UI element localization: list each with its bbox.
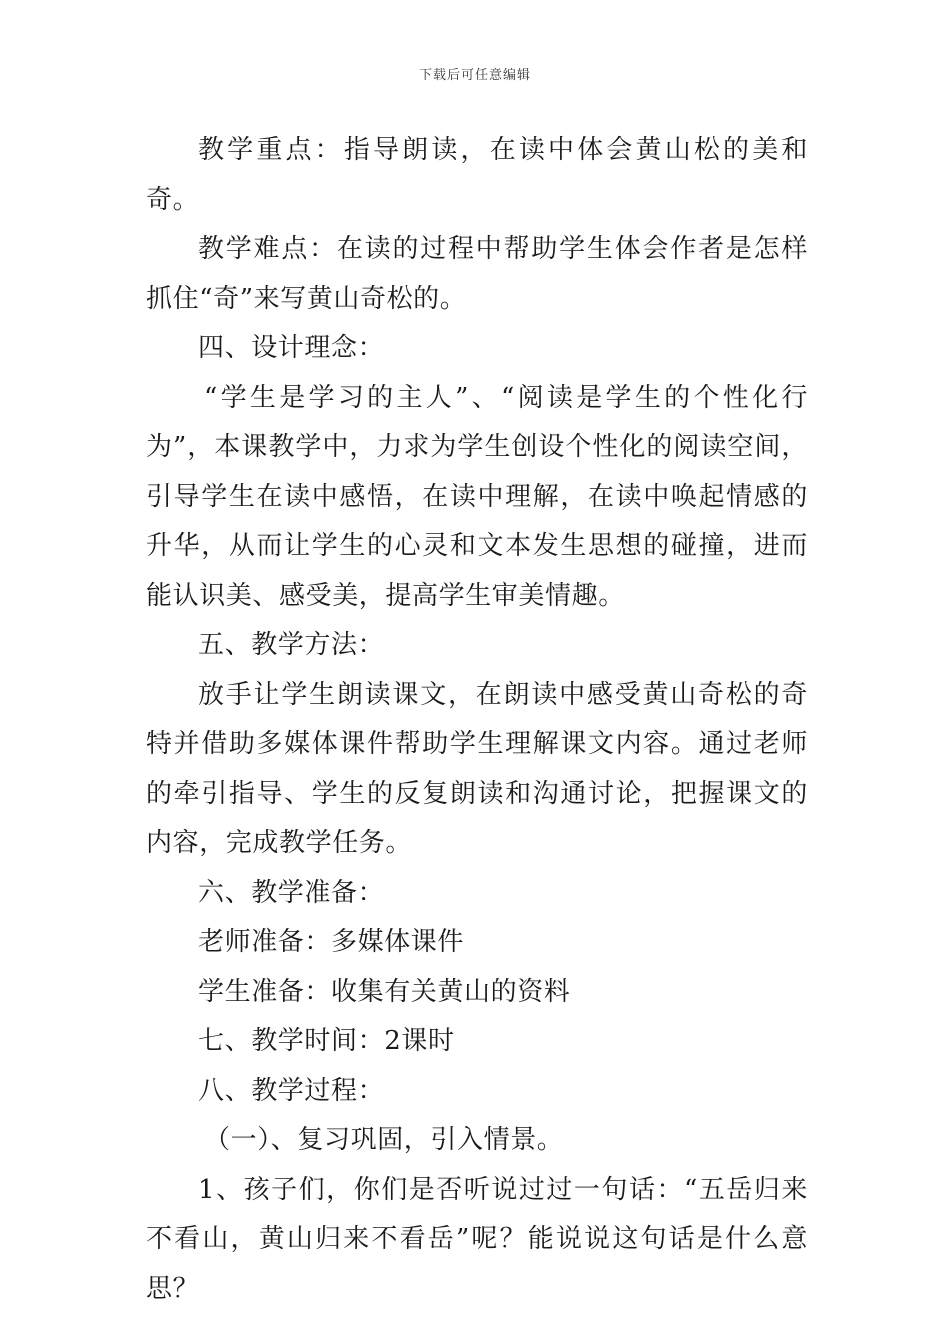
- heading-teaching-process: 八、教学过程：: [198, 1075, 385, 1106]
- paragraph-student-preparation: 学生准备：收集有关黄山的资料: [198, 976, 571, 1007]
- heading-teaching-preparation: 六、教学准备：: [198, 877, 385, 908]
- heading-teaching-time: 七、教学时间：2课时: [198, 1026, 455, 1056]
- paragraph-question-one: 1、孩子们，你们是否听说过过一句话：“五岳归来不看山，黄山归来不看岳”呢？能说说这句话是什么意思？: [146, 1174, 808, 1304]
- document-body: [146, 126, 808, 1314]
- subheading-review: （一）、复习巩固，引入情景。: [204, 1125, 564, 1155]
- page-header: 下载后可任意编辑: [418, 68, 531, 83]
- paragraph-teacher-preparation: 老师准备：多媒体课件: [198, 927, 465, 957]
- paragraph-teaching-focus: 教学重点：指导朗读，在读中体会黄山松的美和奇。: [146, 135, 808, 215]
- heading-design-concept: 四、设计理念：: [198, 333, 385, 363]
- paragraph-teaching-method: 放手让学生朗读课文，在朗读中感受黄山奇松的奇特并借助多媒体课件帮助学生理解课文内容。通过老师的牵引指导、学生的反复朗读和沟通讨论，把握课文的内容，完成教学任务。: [146, 679, 808, 858]
- heading-teaching-method: 五、教学方法：: [198, 630, 385, 660]
- paragraph-design-concept: “学生是学习的主人”、“阅读是学生的个性化行为”，本课教学中，力求为学生创设个性化的阅读空间，引导学生在读中感悟，在读中理解，在读中唤起情感的升华，从而让学生的心灵和文本发生思想的碰撞，进而能认识美、感受美，提高学生审美情趣。: [146, 382, 808, 611]
- paragraph-teaching-difficulty: 教学难点：在读的过程中帮助学生体会作者是怎样抓住“奇”来写黄山奇松的。: [146, 234, 808, 314]
